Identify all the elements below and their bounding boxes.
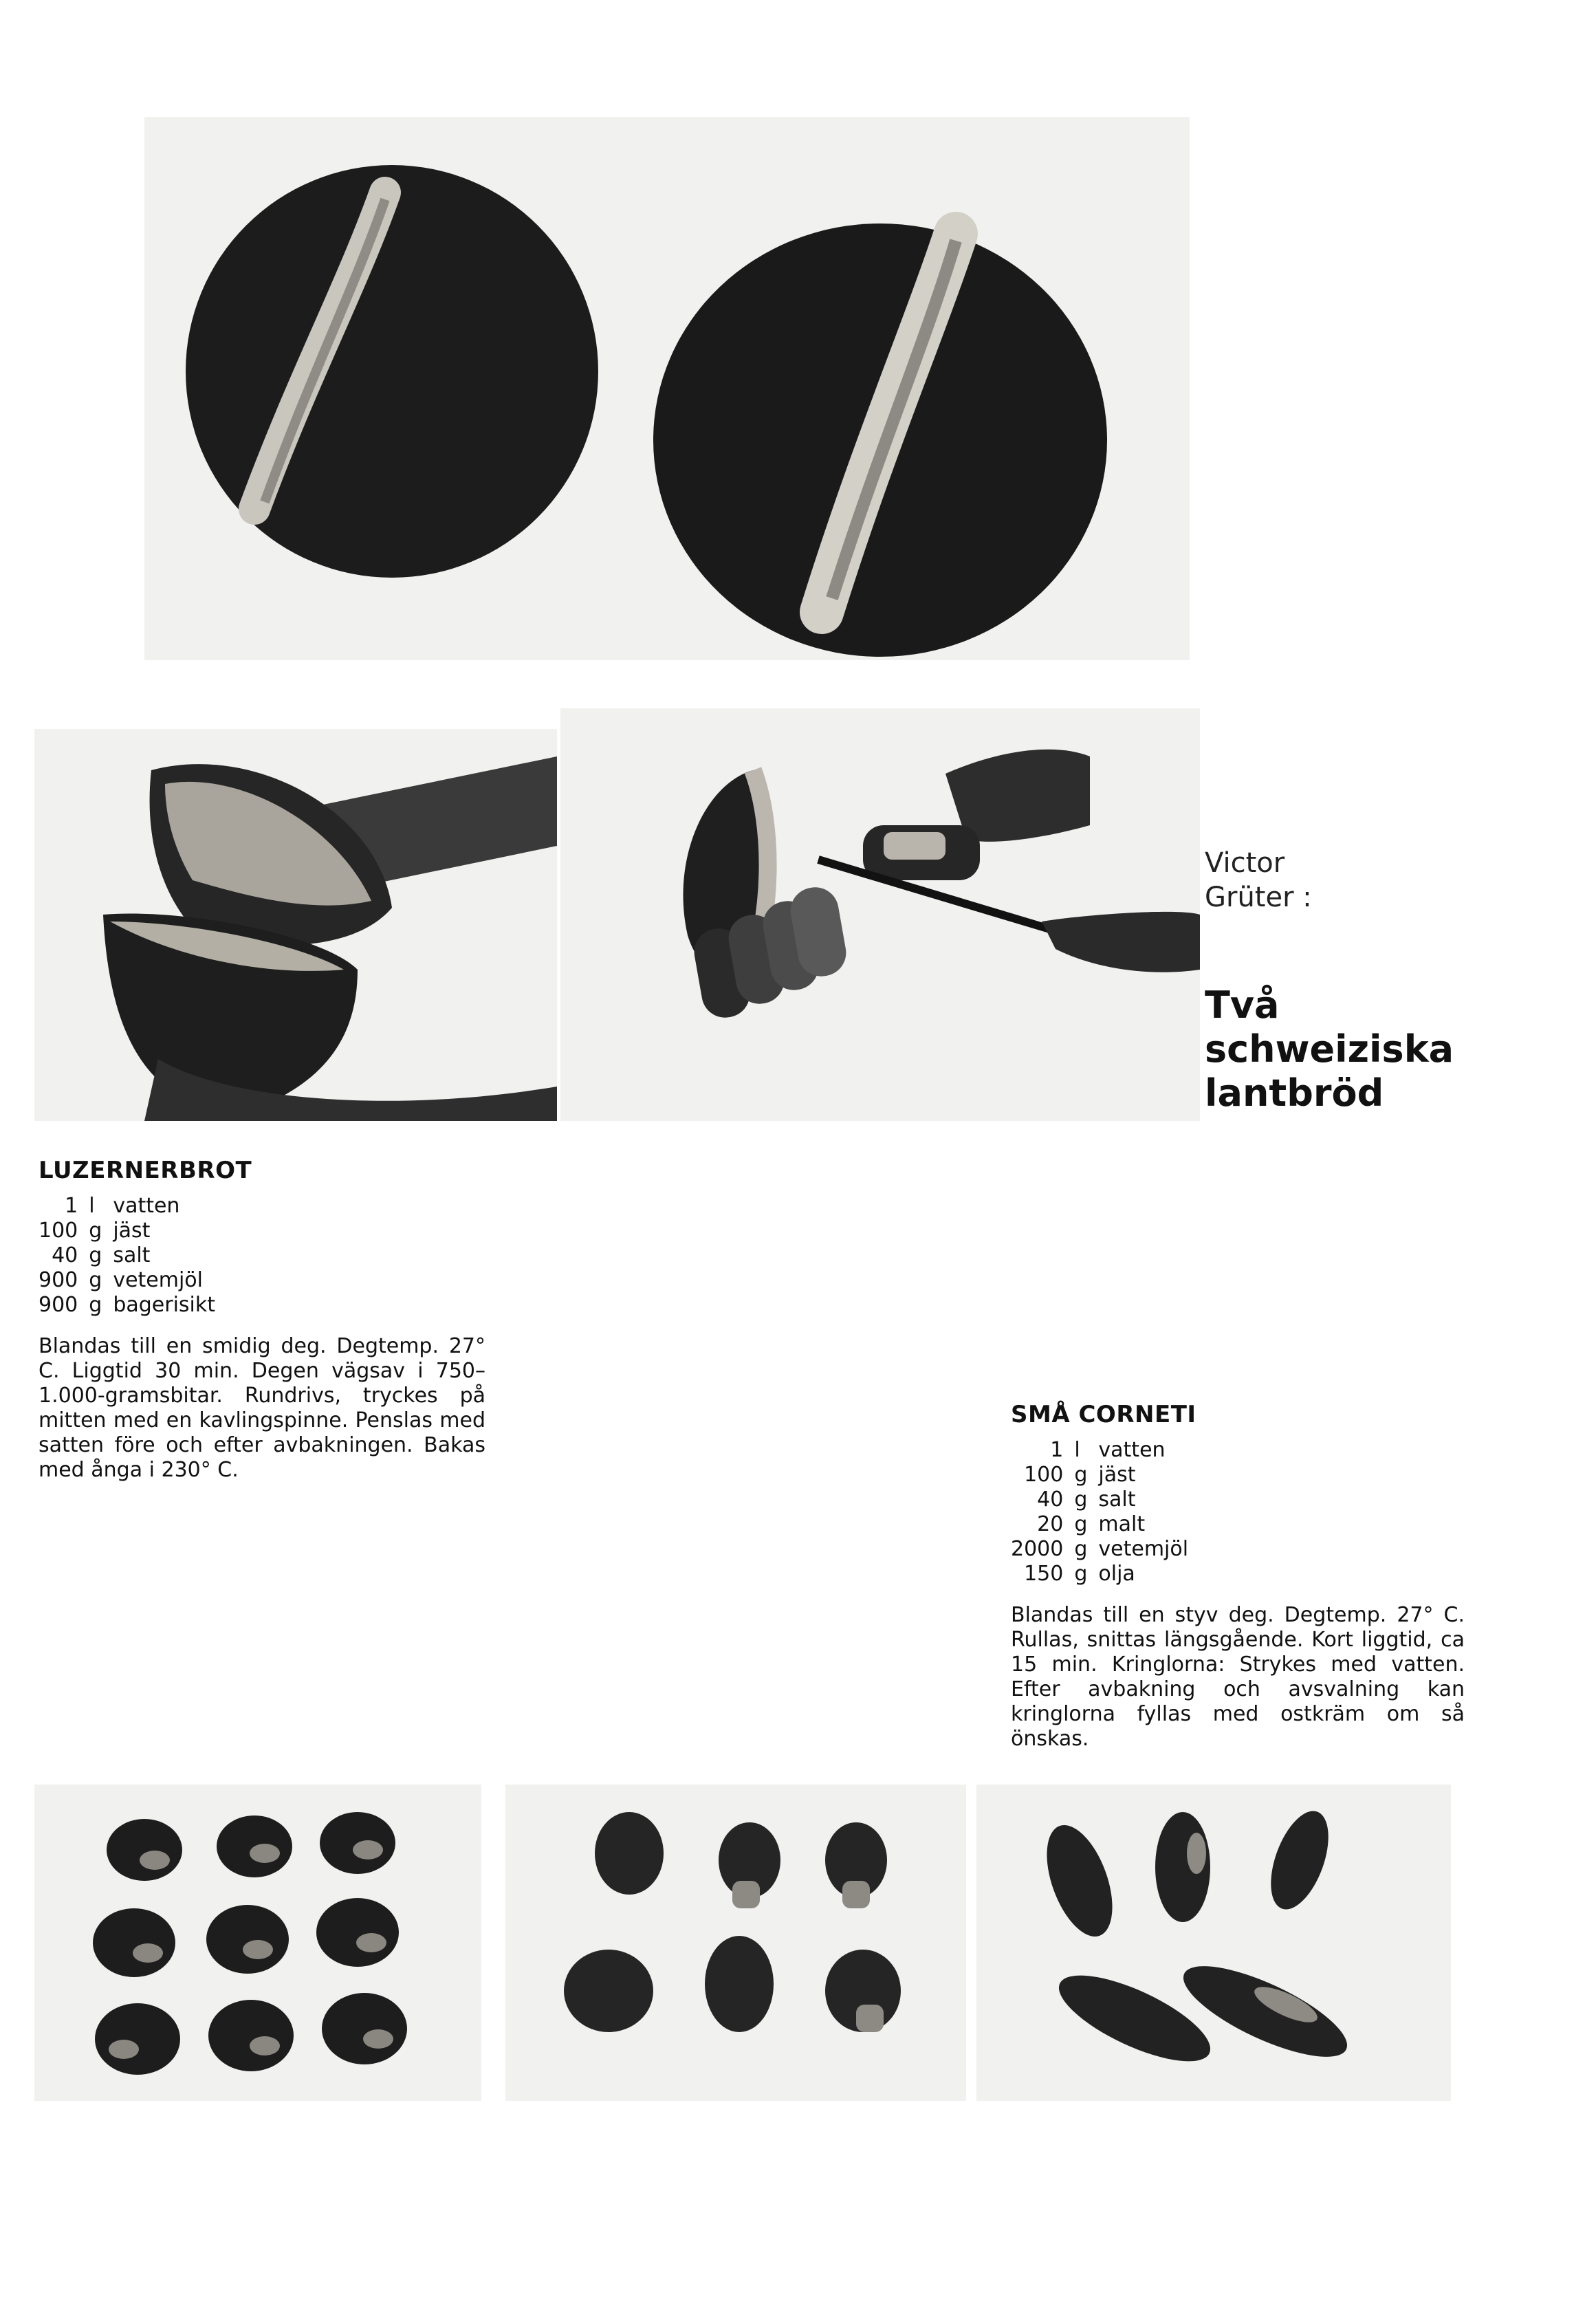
ingredient-unit: g: [1074, 1463, 1088, 1487]
title-line: Två: [1205, 983, 1280, 1027]
recipe-method: Blandas till en smidig deg. Degtemp. 27° C. Liggtid 30 min. Degen vägsav i 750–1.000-gramsbitar. Rundrivs, tryckes på mitten med en kavlingspinne. Penslas med satten före och efter avbakningen. Bakas med ånga i 230° C.: [39, 1334, 485, 1482]
ingredient-list: [39, 1194, 215, 1318]
ingredient-name: jäst: [113, 1219, 151, 1243]
ingredient-row: [1011, 1438, 1188, 1463]
ingredient-row: [1011, 1463, 1188, 1487]
ingredient-qty: 40: [52, 1243, 78, 1267]
ingredient-row: [39, 1219, 215, 1243]
ingredient-row: [39, 1293, 215, 1318]
ingredient-row: [39, 1194, 215, 1219]
recipe-title: SMÅ CORNETI: [1011, 1401, 1196, 1428]
ingredient-qty: 40: [1037, 1487, 1064, 1512]
recipe-sma-corneti: [1011, 1399, 1465, 1752]
ingredient-qty: 100: [1024, 1463, 1064, 1487]
photo-two-loaves: [144, 117, 1190, 660]
recipe-method: Blandas till en styv deg. Degtemp. 27° C. Rullas, snittas längsgående. Kort liggtid, ca 15 min. Kringlorna: Strykes med vatten. Efter avbakning och avsvalning kan kringlorna fyllas med ostkräm om så önskas.: [1011, 1603, 1465, 1751]
ingredient-unit: g: [89, 1268, 102, 1292]
title-line: schweiziska: [1205, 1027, 1454, 1071]
ingredient-unit: g: [1074, 1537, 1088, 1561]
author-line: Victor: [1205, 847, 1285, 879]
ingredient-name: vatten: [113, 1194, 180, 1218]
ingredient-unit: l: [89, 1194, 95, 1218]
ingredient-list: [1011, 1438, 1188, 1586]
ingredient-qty: 900: [39, 1293, 78, 1317]
ingredient-unit: g: [89, 1243, 102, 1267]
ingredient-unit: g: [1074, 1562, 1088, 1586]
ingredient-name: vetemjöl: [1098, 1537, 1189, 1561]
ingredient-row: [1011, 1562, 1188, 1586]
ingredient-name: salt: [113, 1243, 151, 1267]
ingredient-row: [39, 1268, 215, 1293]
ingredient-name: vatten: [1098, 1438, 1166, 1462]
ingredient-name: vetemjöl: [113, 1268, 203, 1292]
ingredient-unit: g: [89, 1219, 102, 1243]
author-byline: [1205, 846, 1312, 915]
ingredient-name: jäst: [1098, 1463, 1136, 1487]
article-title: [1205, 983, 1454, 1115]
photo-slicing-loaf: [560, 708, 1200, 1121]
ingredient-qty: 1: [65, 1194, 78, 1218]
ingredient-unit: g: [1074, 1487, 1088, 1512]
ingredient-name: malt: [1098, 1512, 1146, 1536]
ingredient-qty: 100: [39, 1219, 78, 1243]
ingredient-unit: g: [89, 1293, 102, 1317]
ingredient-qty: 900: [39, 1268, 78, 1292]
photo-corneti-rolls: [976, 1785, 1451, 2101]
photo-knotted-rolls-grid: [34, 1785, 481, 2101]
title-line: lantbröd: [1205, 1071, 1384, 1115]
author-line: Grüter :: [1205, 882, 1312, 913]
ingredient-row: [1011, 1487, 1188, 1512]
ingredient-name: olja: [1098, 1562, 1135, 1586]
ingredient-unit: l: [1074, 1438, 1080, 1462]
photo-broken-loaf: [34, 729, 557, 1121]
ingredient-name: bagerisikt: [113, 1293, 216, 1317]
ingredient-unit: g: [1074, 1512, 1088, 1536]
photo-shaped-rolls: [505, 1785, 966, 2101]
ingredient-qty: 20: [1037, 1512, 1064, 1536]
ingredient-name: salt: [1098, 1487, 1136, 1512]
ingredient-row: [1011, 1537, 1188, 1562]
recipe-title: LUZERNERBROT: [39, 1157, 252, 1184]
recipe-luzernerbrot: [39, 1155, 485, 1483]
ingredient-qty: 2000: [1011, 1537, 1064, 1561]
ingredient-row: [39, 1243, 215, 1268]
ingredient-row: [1011, 1512, 1188, 1537]
ingredient-qty: 1: [1050, 1438, 1064, 1462]
ingredient-qty: 150: [1024, 1562, 1064, 1586]
